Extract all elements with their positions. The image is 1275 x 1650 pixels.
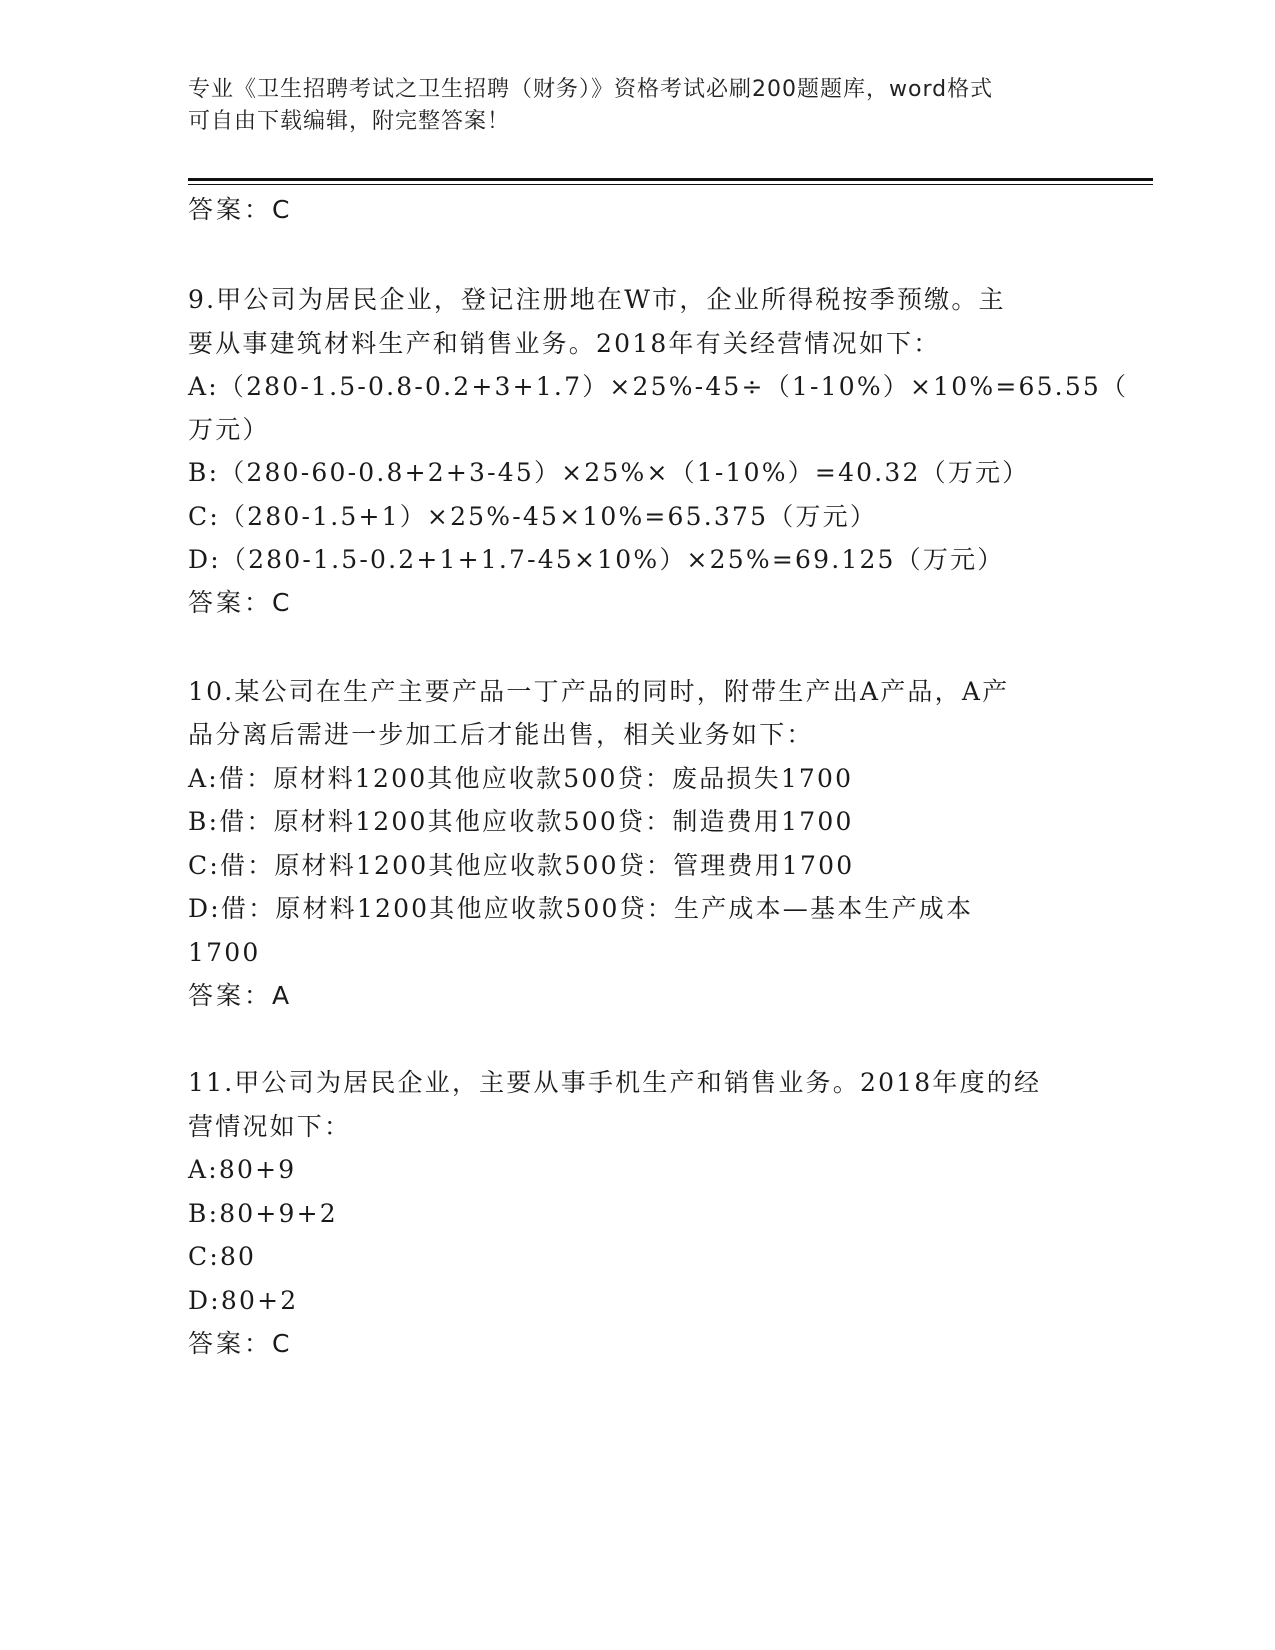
header-line-1: 专业《卫生招聘考试之卫生招聘（财务）》资格考试必刷200题题库，word格式	[188, 77, 994, 102]
header-rule-thin	[188, 184, 1153, 185]
question-10-option-a: A:借：原材料1200其他应收款500贷：废品损失1700	[188, 764, 854, 793]
header-text	[188, 74, 1068, 138]
question-11-option-a: A:80+9	[188, 1155, 297, 1184]
question-10-answer: 答案：A	[188, 981, 293, 1010]
question-10-option-b: B:借：原材料1200其他应收款500贷：制造费用1700	[188, 807, 854, 836]
question-11-stem-line-2: 营情况如下：	[188, 1112, 352, 1141]
question-11-option-b: B:80+9+2	[188, 1199, 338, 1228]
question-9-answer: 答案：C	[188, 588, 293, 617]
question-9-stem-line-1: 9.甲公司为居民企业，登记注册地在W市，企业所得税按季预缴。主	[188, 285, 1006, 314]
question-9-option-a-line-2: 万元）	[188, 415, 270, 444]
header-rule-thick	[188, 178, 1153, 181]
question-9-stem-line-2: 要从事建筑材料生产和销售业务。2018年有关经营情况如下：	[188, 329, 941, 358]
question-10-option-c: C:借：原材料1200其他应收款500贷：管理费用1700	[188, 851, 855, 880]
question-11-option-c: C:80	[188, 1242, 257, 1271]
header-line-2: 可自由下载编辑，附完整答案！	[188, 109, 511, 134]
question-11-stem-line-1: 11.甲公司为居民企业，主要从事手机生产和销售业务。2018年度的经	[188, 1068, 1042, 1097]
question-11-answer: 答案：C	[188, 1329, 293, 1358]
answer-previous: 答案：C	[188, 195, 293, 224]
question-9-option-a-line-1: A:（280-1.5-0.8-0.2+3+1.7）×25%-45÷（1-10%）×10%=65.55（	[188, 372, 1129, 401]
question-10-stem-line-2: 品分离后需进一步加工后才能出售，相关业务如下：	[188, 720, 814, 749]
question-10-option-d-line-1: D:借：原材料1200其他应收款500贷：生产成本—基本生产成本	[188, 894, 974, 923]
question-10-stem-line-1: 10.某公司在生产主要产品一丁产品的同时，附带生产出A产品，A产	[188, 677, 1010, 706]
question-9-option-d: D:（280-1.5-0.2+1+1.7-45×10%）×25%=69.125（万元）	[188, 545, 1005, 574]
question-9-option-b: B:（280-60-0.8+2+3-45）×25%×（1-10%）=40.32（万元）	[188, 458, 1030, 487]
question-10-option-d-line-2: 1700	[188, 938, 261, 967]
question-9-option-c: C:（280-1.5+1）×25%-45×10%=65.375（万元）	[188, 502, 878, 531]
question-11-option-d: D:80+2	[188, 1286, 299, 1315]
